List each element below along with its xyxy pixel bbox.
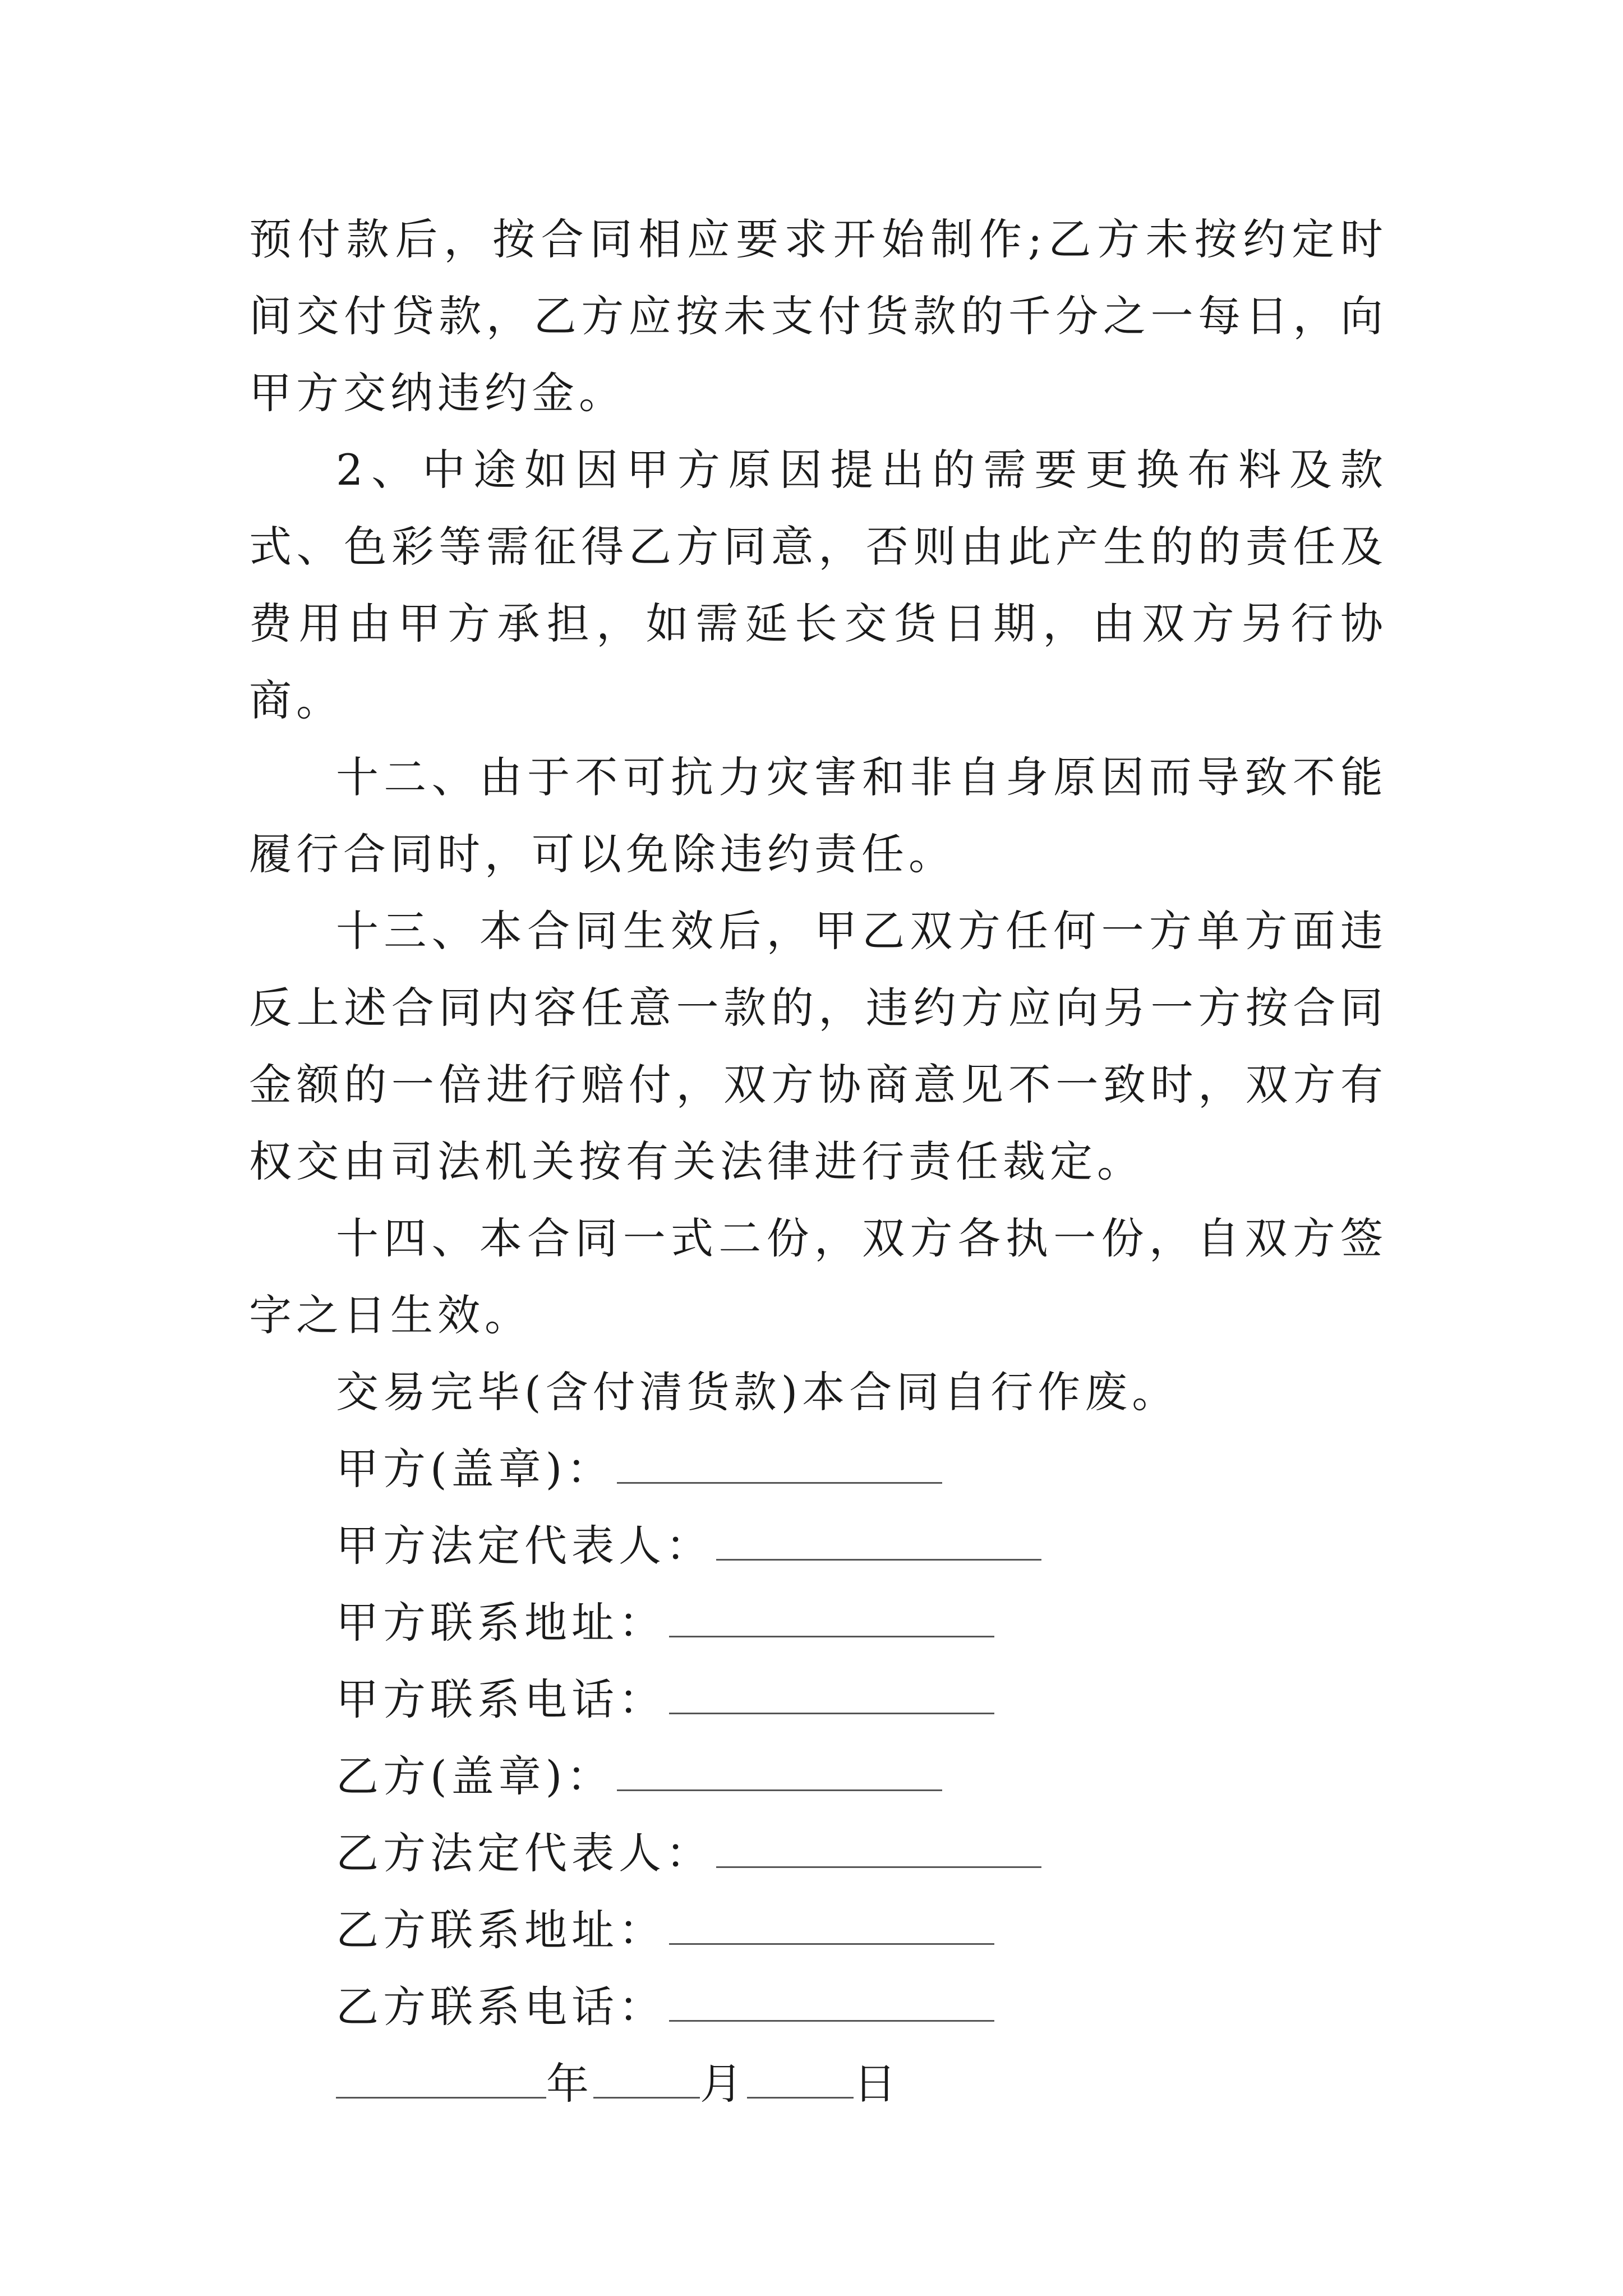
- signature-blank-line[interactable]: [669, 1678, 994, 1714]
- signature-blank-line[interactable]: [617, 1755, 942, 1791]
- paragraph-clause-12: 十二、由于不可抗力灾害和非自身原因而导致不能履行合同时，可以免除违约责任。: [249, 752, 1387, 879]
- signature-field-party-a-seal: [249, 1430, 1387, 1507]
- paragraph-void-note: 交易完毕(含付清货款)本合同自行作废。: [336, 1367, 1179, 1417]
- signature-field-party-b-phone: [249, 1968, 1387, 2045]
- year-label: 年: [546, 2059, 593, 2109]
- signature-label: 甲方联系电话：: [336, 1674, 666, 1724]
- paragraph-clause-13: 十三、本合同生效后，甲乙双方任何一方单方面违反上述合同内容任意一款的，违约方应向另一方按合同金额的一倍进行赔付，双方协商意见不一致时，双方有权交由司法机关按有关法律进行责任裁定。: [249, 906, 1387, 1186]
- year-blank-line[interactable]: [336, 2062, 546, 2099]
- signature-blank-line[interactable]: [716, 1524, 1041, 1561]
- signature-field-party-b-representative: [249, 1815, 1387, 1892]
- signature-label: 乙方联系地址：: [336, 1905, 666, 1955]
- signature-label: 乙方法定代表人：: [336, 1828, 713, 1878]
- signature-field-party-b-address: [249, 1892, 1387, 1968]
- day-label: 日: [854, 2059, 901, 2109]
- signature-label: 乙方联系电话：: [336, 1982, 666, 2032]
- signature-field-party-a-address: [249, 1584, 1387, 1661]
- day-blank-line[interactable]: [747, 2062, 854, 2099]
- signature-label: 甲方联系地址：: [336, 1598, 666, 1648]
- paragraph-prepayment: 预付款后，按合同相应要求开始制作;乙方未按约定时间交付贷款，乙方应按未支付货款的千分之一每日，向甲方交纳违约金。: [249, 214, 1387, 418]
- signature-field-party-b-seal: [249, 1738, 1387, 1815]
- document-body: [249, 201, 1387, 2122]
- month-blank-line[interactable]: [593, 2062, 700, 2099]
- signature-field-party-a-phone: [249, 1661, 1387, 1738]
- month-label: 月: [700, 2059, 747, 2109]
- signature-label: 乙方(盖章)：: [336, 1751, 614, 1801]
- signature-label: 甲方法定代表人：: [336, 1521, 713, 1571]
- signing-date: [249, 2045, 1387, 2122]
- paragraph-clause-14: 十四、本合同一式二份，双方各执一份，自双方签字之日生效。: [249, 1213, 1387, 1340]
- signature-field-party-a-representative: [249, 1507, 1387, 1584]
- signature-label: 甲方(盖章)：: [336, 1444, 614, 1494]
- signature-blank-line[interactable]: [716, 1832, 1041, 1868]
- signature-blank-line[interactable]: [669, 1908, 994, 1945]
- signature-blank-line[interactable]: [669, 1985, 994, 2022]
- signature-blank-line[interactable]: [669, 1601, 994, 1637]
- paragraph-clause-2: 2、中途如因甲方原因提出的需要更换布料及款式、色彩等需征得乙方同意，否则由此产生的的责任及费用由甲方承担，如需延长交货日期，由双方另行协商。: [249, 445, 1387, 725]
- signature-blank-line[interactable]: [617, 1447, 942, 1484]
